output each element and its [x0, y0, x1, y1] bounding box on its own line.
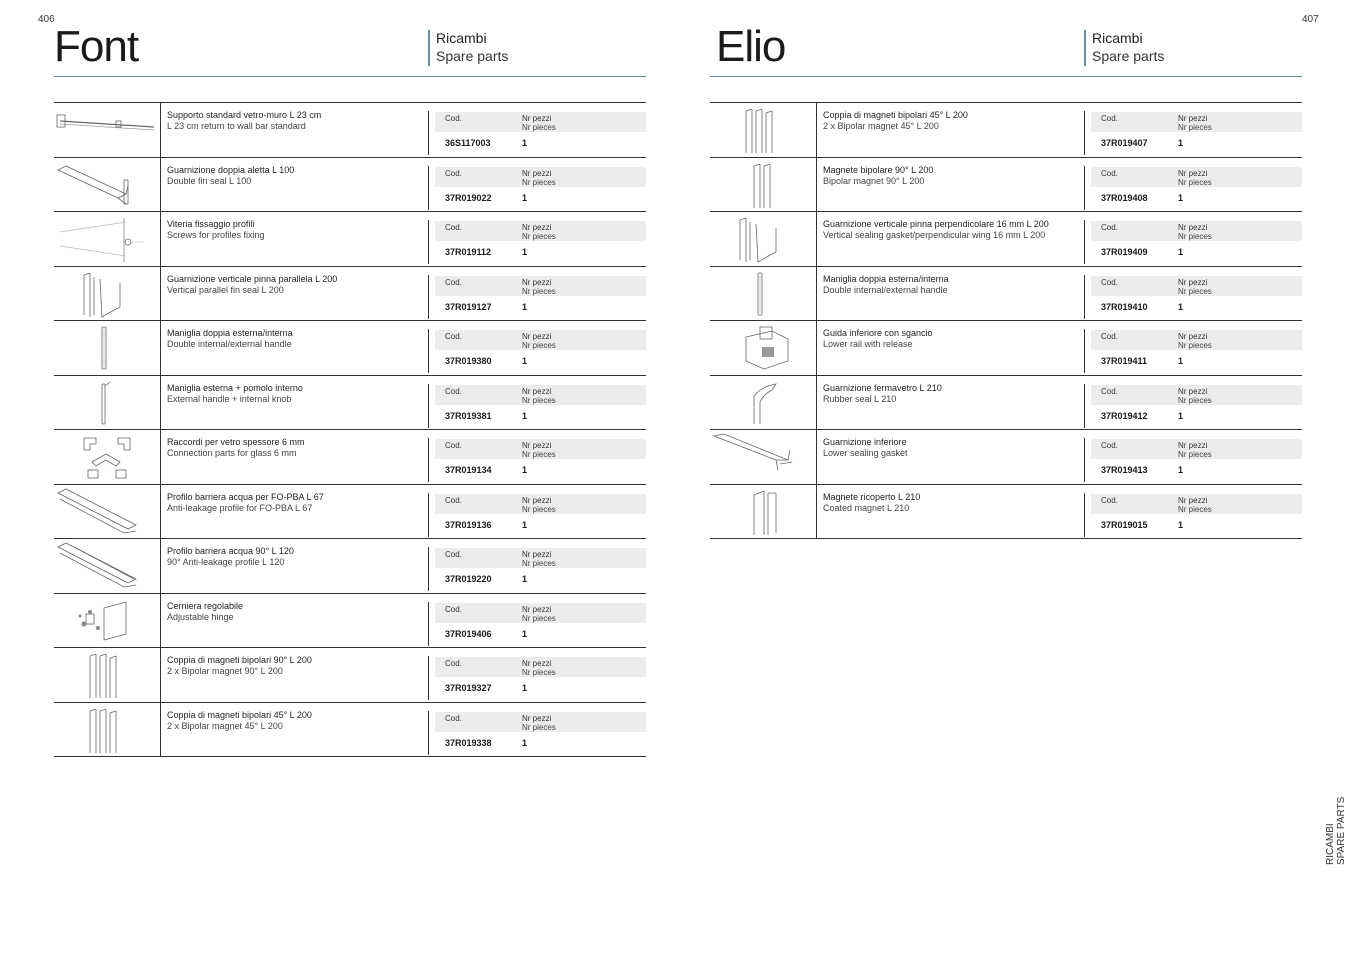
part-name-it: Cerniera regolabile — [167, 600, 244, 611]
part-code: 37R019338 — [445, 737, 492, 748]
part-code: 37R019220 — [445, 574, 492, 584]
column-divider — [428, 711, 429, 755]
part-name-en: Screws for profiles fixing — [167, 230, 265, 240]
product-title: Font — [54, 22, 139, 71]
code-header — [1091, 167, 1302, 187]
nr-pieces-label: Nr pieces — [1178, 395, 1212, 405]
part-code: 37R019380 — [445, 356, 492, 366]
side-tab-label-it: RICAMBI — [1325, 823, 1336, 865]
nr-pezzi-label: Nr pezzi — [522, 550, 552, 559]
part-code: 37R019136 — [445, 519, 492, 530]
table-row — [710, 376, 1302, 431]
part-name-en: Coated magnet L 210 — [823, 502, 910, 513]
nr-pezzi-label: Nr pezzi — [522, 713, 552, 723]
cod-label: Cod. — [1101, 332, 1118, 341]
column-divider — [428, 329, 429, 373]
nr-pieces-label: Nr pieces — [522, 232, 556, 241]
part-name-it: Guarnizione inferiore — [823, 437, 907, 447]
part-quantity: 1 — [1178, 138, 1184, 148]
part-name-en: 2 x Bipolar magnet 90° L 200 — [167, 666, 283, 676]
page-left — [54, 0, 646, 748]
cod-label: Cod. — [1101, 386, 1118, 396]
code-header — [1091, 494, 1302, 514]
part-name-it: Coppia di magneti bipolari 45° L 200 — [167, 709, 312, 720]
table-row — [710, 212, 1302, 267]
code-header — [1091, 330, 1302, 350]
cod-label: Cod. — [445, 332, 462, 341]
part-name-en: Rubber seal L 210 — [823, 393, 897, 404]
table-row — [54, 703, 646, 758]
magnet-icon — [710, 158, 816, 211]
part-name-it: Supporto standard vetro-muro L 23 cm — [167, 110, 322, 120]
nr-pieces-label: Nr pieces — [522, 722, 556, 732]
table-row — [54, 158, 646, 213]
cod-label: Cod. — [445, 386, 462, 396]
table-row — [54, 594, 646, 649]
part-thumbnail — [54, 430, 161, 484]
nr-pezzi-label: Nr pezzi — [1178, 114, 1208, 123]
part-quantity: 1 — [522, 737, 528, 748]
cod-label: Cod. — [445, 659, 462, 668]
part-name-it: Raccordi per vetro spessore 6 mm — [167, 437, 305, 447]
part-description — [167, 219, 427, 241]
part-description — [167, 274, 427, 296]
fin-seal-icon — [54, 158, 160, 211]
code-header — [435, 439, 646, 459]
part-thumbnail — [710, 267, 817, 321]
part-description — [167, 710, 427, 732]
code-header — [435, 167, 646, 187]
part-description — [823, 274, 1083, 296]
nr-pieces-label: Nr pieces — [522, 286, 556, 296]
column-divider — [1084, 275, 1085, 319]
nr-pezzi-label: Nr pezzi — [522, 168, 552, 178]
part-code: 37R019407 — [1101, 138, 1148, 148]
nr-pieces-label: Nr pieces — [1178, 450, 1212, 459]
page-number-right: 407 — [1302, 14, 1319, 25]
column-divider — [428, 166, 429, 210]
part-quantity: 1 — [522, 628, 528, 639]
table-row — [54, 321, 646, 376]
nr-pezzi-label: Nr pezzi — [1178, 168, 1208, 178]
column-divider — [428, 220, 429, 264]
code-header — [435, 494, 646, 514]
part-code: 37R019412 — [1101, 410, 1148, 421]
wall-bar-icon — [54, 103, 160, 156]
nr-pieces-label: Nr pieces — [1178, 123, 1212, 132]
part-code: 37R019410 — [1101, 301, 1148, 312]
hinge-icon — [54, 594, 160, 647]
part-thumbnail — [710, 430, 817, 484]
anti-leakage-90-icon — [54, 539, 160, 592]
part-quantity: 1 — [522, 519, 528, 530]
table-row — [710, 321, 1302, 376]
connection-parts-icon — [54, 430, 160, 483]
cod-label: Cod. — [445, 223, 462, 232]
side-tab-label-en: SPARE PARTS — [1336, 796, 1347, 865]
code-header — [435, 112, 646, 132]
part-quantity: 1 — [522, 356, 528, 366]
code-header — [1091, 385, 1302, 405]
nr-pieces-label: Nr pieces — [522, 559, 556, 568]
part-thumbnail — [710, 212, 817, 266]
part-code: 37R019127 — [445, 301, 492, 312]
nr-pieces-label: Nr pieces — [522, 668, 556, 677]
part-code: 37R019381 — [445, 410, 492, 421]
screws-icon — [54, 212, 160, 265]
table-row — [54, 103, 646, 158]
part-thumbnail — [54, 103, 161, 157]
code-header — [1091, 439, 1302, 459]
nr-pezzi-label: Nr pezzi — [522, 495, 552, 505]
part-thumbnail — [54, 539, 161, 593]
part-description — [167, 492, 427, 514]
coated-magnet-icon — [710, 485, 816, 538]
part-name-en: 2 x Bipolar magnet 45° L 200 — [167, 720, 283, 731]
lower-rail-icon — [710, 321, 816, 374]
column-divider — [1084, 384, 1085, 428]
part-name-en: Vertical sealing gasket/perpendicular wing 16 mm L 200 — [823, 230, 1046, 240]
part-description — [167, 601, 427, 623]
part-description — [823, 328, 1083, 350]
code-header — [435, 548, 646, 568]
nr-pieces-label: Nr pieces — [522, 613, 556, 623]
column-divider — [428, 111, 429, 155]
part-description — [167, 165, 427, 187]
cod-label: Cod. — [445, 441, 462, 450]
page-right — [710, 0, 1302, 530]
bipolar-magnet-icon — [54, 648, 160, 701]
part-quantity: 1 — [522, 465, 528, 475]
part-quantity: 1 — [1178, 465, 1184, 475]
part-name-it: Coppia di magneti bipolari 90° L 200 — [167, 655, 312, 665]
part-code: 37R019015 — [1101, 519, 1148, 530]
part-name-en: Lower rail with release — [823, 339, 913, 349]
product-title: Elio — [716, 22, 786, 71]
table-row — [54, 212, 646, 267]
part-description — [167, 383, 427, 405]
cod-label: Cod. — [1101, 277, 1118, 287]
part-name-it: Maniglia doppia esterna/interna — [167, 328, 293, 338]
section-label-it: Ricambi — [436, 30, 487, 46]
nr-pezzi-label: Nr pezzi — [522, 659, 552, 668]
part-description — [167, 110, 427, 132]
part-name-en: Double fin seal L 100 — [167, 175, 252, 186]
part-thumbnail — [54, 376, 161, 430]
column-divider — [428, 438, 429, 482]
part-description — [823, 219, 1083, 241]
cod-label: Cod. — [445, 114, 462, 123]
part-code: 37R019409 — [1101, 247, 1148, 257]
table-row — [710, 103, 1302, 158]
part-description — [167, 437, 427, 459]
part-thumbnail — [54, 594, 161, 648]
part-name-it: Magnete bipolare 90° L 200 — [823, 164, 934, 175]
table-row — [54, 267, 646, 322]
table-row — [710, 485, 1302, 540]
part-description — [167, 328, 427, 350]
nr-pezzi-label: Nr pezzi — [522, 223, 552, 232]
code-header — [435, 712, 646, 732]
nr-pezzi-label: Nr pezzi — [522, 114, 552, 123]
bipolar-magnet-icon — [54, 703, 160, 756]
part-thumbnail — [54, 703, 161, 757]
part-name-en: Connection parts for glass 6 mm — [167, 448, 297, 458]
part-code: 37R019413 — [1101, 465, 1148, 475]
nr-pezzi-label: Nr pezzi — [522, 332, 552, 341]
part-description — [167, 546, 427, 568]
side-tab-label — [1325, 797, 1347, 865]
column-divider — [1084, 329, 1085, 373]
anti-leakage-profile-icon — [54, 485, 160, 538]
page-header — [710, 0, 1302, 77]
part-name-en: Lower sealing gasket — [823, 448, 908, 458]
part-name-en: Adjustable hinge — [167, 611, 234, 622]
cod-label: Cod. — [1101, 114, 1118, 123]
section-label — [428, 30, 508, 66]
column-divider — [428, 602, 429, 646]
part-quantity: 1 — [522, 247, 528, 257]
part-quantity: 1 — [1178, 301, 1184, 312]
code-header — [435, 385, 646, 405]
nr-pieces-label: Nr pieces — [1178, 504, 1212, 514]
table-row — [710, 267, 1302, 322]
nr-pezzi-label: Nr pezzi — [522, 386, 552, 396]
table-row — [54, 485, 646, 540]
part-code: 37R019408 — [1101, 192, 1148, 203]
part-quantity: 1 — [522, 683, 528, 693]
part-quantity: 1 — [522, 138, 528, 148]
part-name-it: Guarnizione verticale pinna perpendicolare 16 mm L 200 — [823, 219, 1049, 229]
cod-label: Cod. — [445, 168, 462, 178]
nr-pieces-label: Nr pieces — [1178, 341, 1212, 350]
nr-pieces-label: Nr pieces — [1178, 232, 1212, 241]
part-name-it: Maniglia doppia esterna/interna — [823, 273, 949, 284]
part-name-it: Guarnizione verticale pinna parallela L 200 — [167, 273, 338, 284]
part-name-en: Bipolar magnet 90° L 200 — [823, 175, 925, 186]
column-divider — [1084, 220, 1085, 264]
cod-label: Cod. — [1101, 168, 1118, 178]
code-header — [435, 657, 646, 677]
part-name-it: Magnete ricoperto L 210 — [823, 491, 921, 502]
table-row — [710, 430, 1302, 485]
column-divider — [1084, 111, 1085, 155]
nr-pieces-label: Nr pieces — [1178, 177, 1212, 187]
nr-pieces-label: Nr pieces — [522, 341, 556, 350]
nr-pieces-label: Nr pieces — [522, 395, 556, 405]
part-name-it: Guarnizione fermavetro L 210 — [823, 382, 942, 393]
part-name-it: Profilo barriera acqua 90° L 120 — [167, 546, 294, 556]
vertical-seal-icon — [54, 267, 160, 320]
section-label — [1084, 30, 1164, 66]
column-divider — [428, 547, 429, 591]
section-label-en: Spare parts — [1092, 48, 1165, 64]
nr-pezzi-label: Nr pezzi — [1178, 223, 1208, 232]
table-row — [54, 648, 646, 703]
nr-pezzi-label: Nr pezzi — [522, 441, 552, 450]
column-divider — [1084, 438, 1085, 482]
code-header — [435, 330, 646, 350]
table-row — [54, 539, 646, 594]
page-number-left: 406 — [38, 14, 55, 25]
part-thumbnail — [54, 267, 161, 321]
nr-pezzi-label: Nr pezzi — [1178, 277, 1208, 287]
cod-label: Cod. — [1101, 495, 1118, 505]
part-thumbnail — [710, 158, 817, 212]
part-code: 37R019134 — [445, 465, 492, 475]
part-description — [823, 110, 1083, 132]
part-name-en: External handle + internal knob — [167, 393, 292, 404]
section-label-en: Spare parts — [436, 48, 509, 64]
cod-label: Cod. — [445, 277, 462, 287]
code-header — [1091, 112, 1302, 132]
part-name-it: Guida inferiore con sgancio — [823, 328, 933, 338]
part-quantity: 1 — [1178, 192, 1184, 203]
cod-label: Cod. — [445, 495, 462, 505]
column-divider — [428, 656, 429, 700]
nr-pezzi-label: Nr pezzi — [522, 604, 552, 614]
part-quantity: 1 — [522, 192, 528, 203]
column-divider — [1084, 166, 1085, 210]
handle-knob-icon — [54, 376, 160, 429]
nr-pieces-label: Nr pieces — [522, 177, 556, 187]
column-divider — [428, 275, 429, 319]
part-name-en: 90° Anti-leakage profile L 120 — [167, 557, 285, 567]
part-quantity: 1 — [1178, 519, 1184, 530]
nr-pezzi-label: Nr pezzi — [1178, 386, 1208, 396]
table-row — [54, 430, 646, 485]
part-name-it: Viteria fissaggio profili — [167, 219, 255, 229]
bipolar-magnet-icon — [710, 103, 816, 156]
part-thumbnail — [54, 648, 161, 702]
nr-pieces-label: Nr pieces — [1178, 286, 1212, 296]
nr-pieces-label: Nr pieces — [522, 450, 556, 459]
part-quantity: 1 — [1178, 410, 1184, 421]
nr-pieces-label: Nr pieces — [522, 504, 556, 514]
part-name-en: Vertical parallel fin seal L 200 — [167, 284, 284, 295]
table-row — [710, 158, 1302, 213]
part-thumbnail — [710, 485, 817, 539]
code-header — [1091, 276, 1302, 296]
part-thumbnail — [54, 212, 161, 266]
rubber-seal-icon — [710, 376, 816, 429]
part-code: 37R019327 — [445, 683, 492, 693]
cod-label: Cod. — [1101, 441, 1118, 450]
part-name-it: Guarnizione doppia aletta L 100 — [167, 164, 295, 175]
part-description — [167, 655, 427, 677]
part-quantity: 1 — [522, 574, 528, 584]
part-code: 37R019406 — [445, 628, 492, 639]
nr-pezzi-label: Nr pezzi — [1178, 441, 1208, 450]
part-code: 37R019112 — [445, 247, 492, 257]
part-name-en: L 23 cm return to wall bar standard — [167, 121, 306, 131]
code-header — [435, 276, 646, 296]
part-name-it: Profilo barriera acqua per FO-PBA L 67 — [167, 491, 324, 502]
part-quantity: 1 — [522, 301, 528, 312]
part-quantity: 1 — [1178, 356, 1184, 366]
part-thumbnail — [54, 485, 161, 539]
vertical-seal-icon — [710, 212, 816, 265]
part-thumbnail — [54, 158, 161, 212]
column-divider — [1084, 493, 1085, 537]
code-header — [435, 221, 646, 241]
part-thumbnail — [710, 376, 817, 430]
part-code: 37R019022 — [445, 192, 492, 203]
nr-pezzi-label: Nr pezzi — [1178, 495, 1208, 505]
part-description — [823, 165, 1083, 187]
part-quantity: 1 — [1178, 247, 1184, 257]
part-thumbnail — [710, 321, 817, 375]
nr-pieces-label: Nr pieces — [522, 123, 556, 132]
cod-label: Cod. — [445, 550, 462, 559]
part-description — [823, 492, 1083, 514]
column-divider — [428, 493, 429, 537]
part-name-en: Double internal/external handle — [167, 339, 292, 349]
page-header — [54, 0, 646, 77]
lower-gasket-icon — [710, 430, 816, 483]
double-handle-icon — [710, 267, 816, 320]
cod-label: Cod. — [1101, 223, 1118, 232]
part-name-en: Anti-leakage profile for FO-PBA L 67 — [167, 502, 313, 513]
part-name-en: 2 x Bipolar magnet 45° L 200 — [823, 121, 939, 131]
part-description — [823, 437, 1083, 459]
part-thumbnail — [710, 103, 817, 157]
double-handle-icon — [54, 321, 160, 374]
code-header — [1091, 221, 1302, 241]
part-thumbnail — [54, 321, 161, 375]
spare-parts-table — [710, 102, 1302, 539]
part-description — [823, 383, 1083, 405]
table-row — [54, 376, 646, 431]
column-divider — [428, 384, 429, 428]
part-code: 36S117003 — [445, 138, 491, 148]
section-label-it: Ricambi — [1092, 30, 1143, 46]
part-name-it: Coppia di magneti bipolari 45° L 200 — [823, 110, 968, 120]
code-header — [435, 603, 646, 623]
part-quantity: 1 — [522, 410, 528, 421]
nr-pezzi-label: Nr pezzi — [1178, 332, 1208, 341]
nr-pezzi-label: Nr pezzi — [522, 277, 552, 287]
cod-label: Cod. — [445, 604, 462, 614]
part-code: 37R019411 — [1101, 356, 1148, 366]
part-name-en: Double internal/external handle — [823, 284, 948, 295]
cod-label: Cod. — [445, 713, 462, 723]
spare-parts-table — [54, 102, 646, 757]
part-name-it: Maniglia esterna + pomolo interno — [167, 382, 303, 393]
